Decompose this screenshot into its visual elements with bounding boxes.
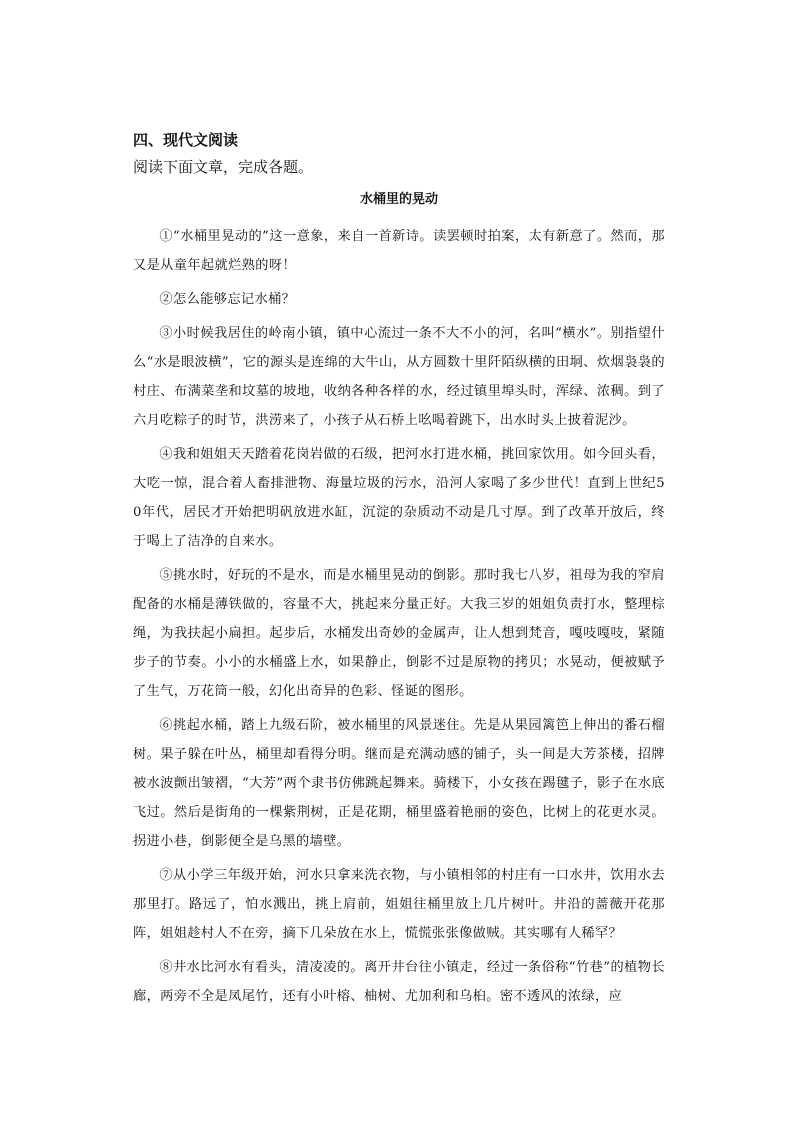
paragraph-2: ②怎么能够忘记水桶？ bbox=[159, 292, 296, 307]
reading-instruction: 阅读下面文章，完成各题。 bbox=[133, 158, 314, 176]
paragraph-8: ⑧井水比河水有看头，清凌凌的。离开井台往小镇走，经过一条俗称“竹巷”的植物长廊，两旁不全是凤尾竹，还有小叶榕、柚树、尤加利和乌桕。密不透风的浓绿，应 bbox=[133, 960, 665, 1004]
article-title: 水桶里的晃动 bbox=[359, 192, 438, 207]
paragraph-1: ①“水桶里晃动的”这一意象，来自一首新诗。读罢顿时拍案，太有新意了。然而，那又是从童年起就烂熟的呀！ bbox=[133, 229, 665, 273]
article-body bbox=[133, 222, 665, 1016]
paragraph-5: ⑤挑水时，好玩的不是水，而是水桶里晃动的倒影。那时我七八岁，祖母为我的窄肩配备的水桶是薄铁做的，容量不大，挑起来分量正好。大我三岁的姐姐负责打水，整理棕绳，为我扶起小扁担。起步后，水桶发出奇妙的金属声，让人想到梵音，嘎吱嘎吱，紧随步子的节奏。小小的水桶盛上水，如果静止，倒影不过是原物的拷贝；水晃动，便被赋予了生气，万花筒一般，幻化出奇异的色彩、怪诞的图形。 bbox=[133, 568, 665, 699]
paragraph-7: ⑦从小学三年级开始，河水只拿来洗衣物，与小镇相邻的村庄有一口水井，饮用水去那里打。路远了，怕水溅出，挑上肩前，姐姐往桶里放上几片树叶。井沿的蔷薇开花那阵，姐姐趁村人不在旁，摘下几朵放在水上，慌慌张张像做贼。其实哪有人稀罕？ bbox=[133, 868, 665, 941]
paragraph-6: ⑥挑起水桶，踏上九级石阶，被水桶里的风景迷住。先是从果园篱笆上伸出的番石榴树。果子躲在叶丛，桶里却看得分明。继而是充满动感的铺子，头一间是大芳茶楼，招牌被水波颤出皱褶，“大芳”两个隶书仿佛跳起舞来。骑楼下，小女孩在踢毽子，影子在水底飞过。然后是街角的一棵紫荆树，正是花期，桶里盛着艳丽的姿色，比树上的花更水灵。拐进小巷，倒影便全是乌黑的墙壁。 bbox=[133, 718, 665, 849]
paragraph-4: ④我和姐姐天天踏着花岗岩做的石级，把河水打进水桶，挑回家饮用。如今回头看，大吃一惊，混合着人畜排泄物、海量垃圾的污水，沿河人家喝了多少世代！直到上世纪50年代，居民才开始把明矾放进水缸，沉淀的杂质动不动是几寸厚。到了改革开放后，终于喝上了洁净的自来水。 bbox=[133, 447, 665, 549]
section-heading: 四、现代文阅读 bbox=[133, 131, 239, 149]
paragraph-3: ③小时候我居住的岭南小镇，镇中心流过一条不大不小的河，名叫“横水”。别指望什么“水是眼波横”，它的源头是连绵的大牛山，从方圆数十里阡陌纵横的田垌、炊烟袅袅的村庄、布满菜垄和坟墓的坡地，收纳各种各样的水，经过镇里埠头时，浑绿、浓稠。到了六月吃粽子的时节，洪涝来了，小孩子从石桥上吆喝着跳下，出水时头上披着泥沙。 bbox=[133, 326, 665, 428]
